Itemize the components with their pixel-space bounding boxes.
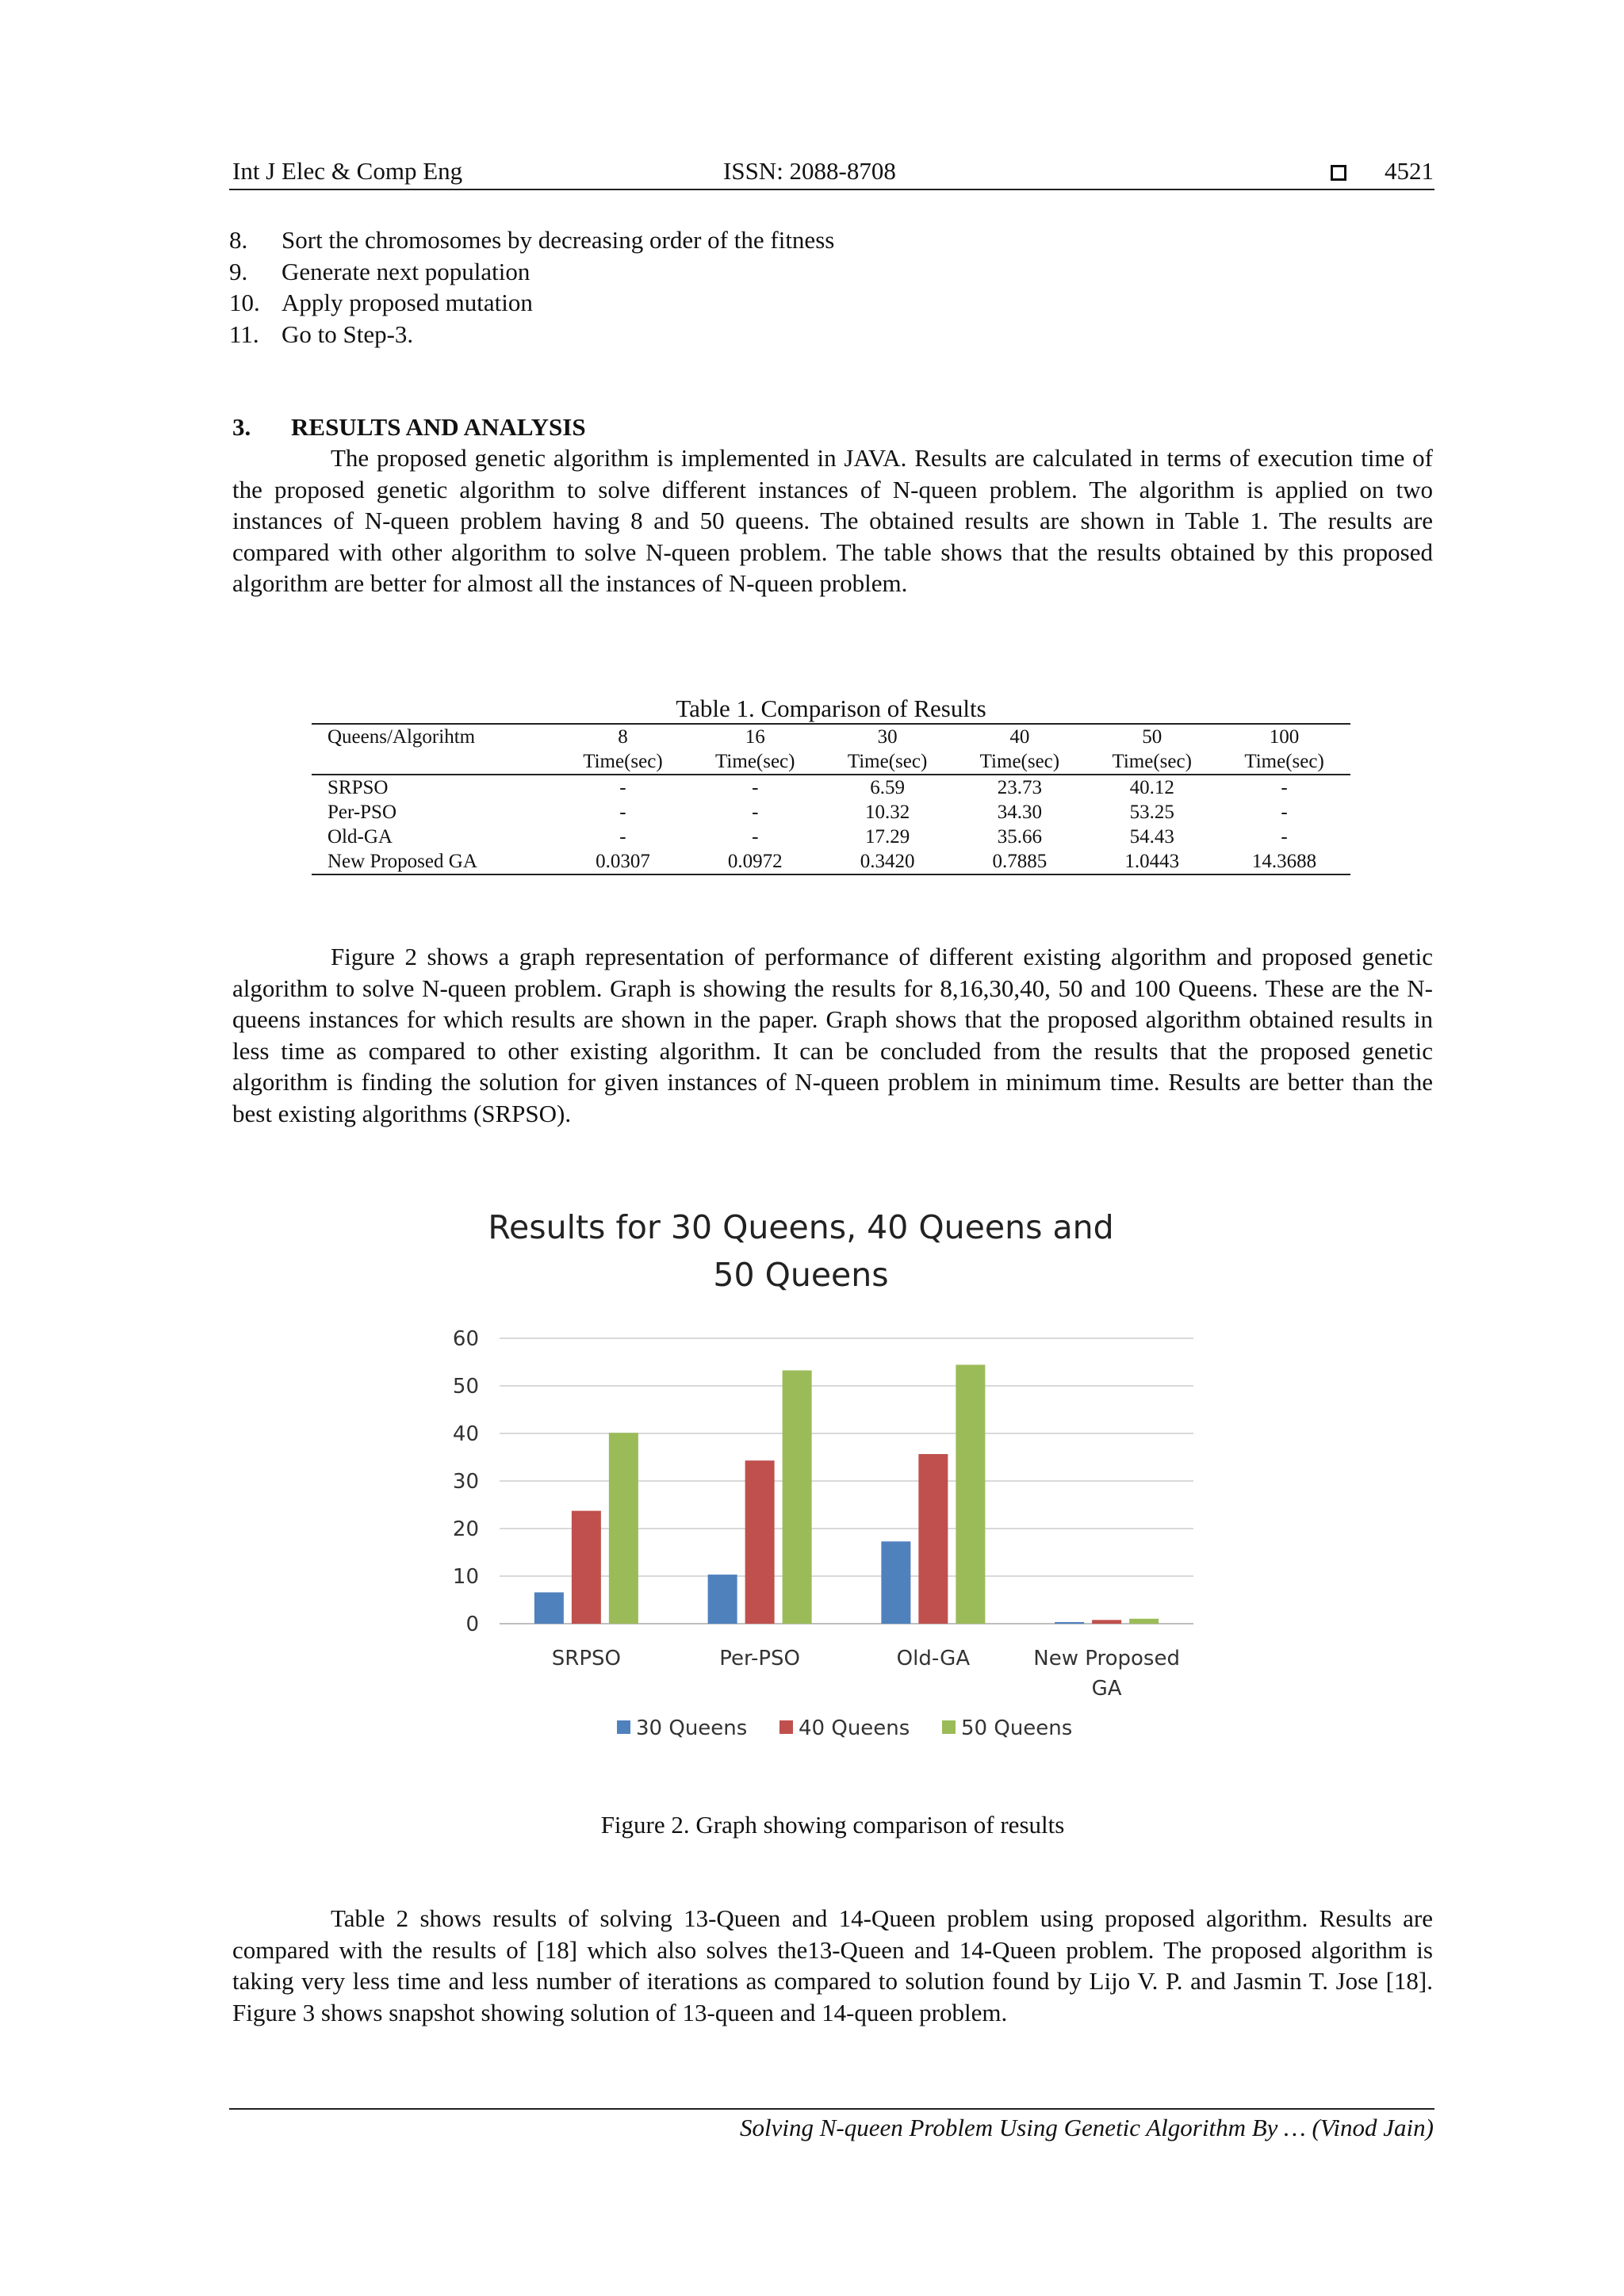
table-caption: Table 1. Comparison of Results — [676, 695, 986, 722]
list-item: 8. Sort the chromosomes by decreasing order of the fitness — [229, 226, 835, 254]
figure-caption: Figure 2. Graph showing comparison of results — [600, 1811, 1065, 1839]
y-tick-label: 10 — [452, 1565, 479, 1589]
bar — [1129, 1619, 1159, 1624]
table-corner-cell: Queens/Algorihtm — [327, 726, 476, 748]
y-tick-label: 40 — [452, 1422, 479, 1446]
column-header: 50 Time(sec) — [1112, 726, 1192, 772]
legend-label: 50 Queens — [961, 1716, 1073, 1740]
section-heading: 3. RESULTS AND ANALYSIS — [232, 413, 586, 441]
legend-label: 30 Queens — [636, 1716, 748, 1740]
y-tick-label: 0 — [465, 1613, 479, 1636]
legend-label: 40 Queens — [799, 1716, 910, 1740]
bar — [918, 1454, 948, 1624]
paragraph-results: The proposed genetic algorithm is implemented in JAVA. Results are calculated in terms of execution time of the proposed genetic algorithm to solve different instances of N-queen problem. The algorithm is applied on two instances of N-queen problem having 8 and 50 queens. The obtained results are shown in Table 1. The results are compared with other algorithm to solve N-queen problem. The table shows that the results obtained by this proposed algorithm are better for almost all the instances of N-queen problem. — [232, 444, 1433, 598]
paragraph-table2: Table 2 shows results of solving 13-Queen and 14-Queen problem using proposed algorithm. Results are compared with the results of [18] which also solves the13-Queen and 14-Queen problem. The proposed algorithm is taking very less time and less number of iterations as compared to solution found by Lijo V. P. and Jasmin T. Jose [18]. Figure 3 shows snapshot showing solution of 13-queen and 14-queen problem. — [232, 1904, 1433, 2026]
table-row: New Proposed GA 0.0307 0.0972 0.3420 0.7885 1.0443 14.3688 — [312, 849, 1350, 874]
bar — [708, 1575, 737, 1624]
column-header: 8 Time(sec) — [583, 726, 663, 772]
list-item: 10. Apply proposed mutation — [229, 289, 533, 316]
legend-swatch — [942, 1720, 956, 1734]
paragraph-figure-description: Figure 2 shows a graph representation of performance of different existing algorithm and proposed genetic algorithm to solve N-queen problem. Graph is showing the results for 8,16,30,40, 50 and 100 Queens. These are the N-queens instances for which results are shown in the paper. Graph shows that the proposed algorithm obtained results in less time as compared to other existing algorithm. It can be concluded from the results that the proposed genetic algorithm is finding the solution for given instances of N-queen problem in minimum time. Results are better than the best existing algorithms (SRPSO). — [232, 943, 1433, 1127]
legend-swatch — [617, 1720, 630, 1734]
header-rule — [229, 189, 1434, 190]
bar — [881, 1541, 910, 1624]
chart-title-line: Results for 30 Queens, 40 Queens and — [488, 1208, 1114, 1246]
footer-rule — [229, 2108, 1434, 2110]
bar — [572, 1511, 601, 1624]
issn: ISSN: 2088-8708 — [723, 157, 896, 185]
y-tick-label: 60 — [452, 1327, 479, 1351]
algorithm-steps — [229, 224, 1434, 350]
list-item: 11. Go to Step-3. — [229, 320, 414, 348]
y-tick-label: 50 — [452, 1375, 479, 1399]
journal-name: Int J Elec & Comp Eng — [232, 157, 463, 185]
bar-chart — [428, 1205, 1221, 1760]
page-number: 4521 — [1385, 157, 1434, 185]
bar — [783, 1371, 812, 1624]
bar — [609, 1433, 638, 1624]
x-tick-label: New Proposed — [1033, 1647, 1180, 1670]
square-icon — [1331, 165, 1346, 181]
bar — [1055, 1622, 1084, 1624]
chart-title-line: 50 Queens — [713, 1256, 889, 1294]
column-header: 30 Time(sec) — [847, 726, 928, 772]
x-tick-label: GA — [1091, 1677, 1122, 1701]
table-row: Per-PSO - - 10.32 34.30 53.25 - — [327, 802, 1288, 823]
table-header-row — [312, 724, 1350, 775]
list-item: 9. Generate next population — [229, 257, 530, 285]
legend-swatch — [779, 1720, 793, 1734]
running-footer: Solving N-queen Problem Using Genetic Algorithm By … (Vinod Jain) — [739, 2114, 1434, 2141]
bar — [745, 1460, 775, 1624]
table-row: Old-GA - - 17.29 35.66 54.43 - — [327, 826, 1288, 848]
x-tick-label: Old-GA — [896, 1647, 971, 1670]
results-table — [312, 723, 1350, 875]
x-tick-label: SRPSO — [551, 1647, 621, 1670]
table-row: SRPSO - - 6.59 23.73 40.12 - — [327, 777, 1288, 798]
column-header: 16 Time(sec) — [715, 726, 795, 772]
x-tick-label: Per-PSO — [719, 1647, 801, 1670]
bar — [1092, 1620, 1121, 1624]
column-header: 100 Time(sec) — [1244, 726, 1324, 772]
y-tick-label: 30 — [452, 1470, 479, 1494]
page-number-block — [1331, 157, 1434, 186]
bar — [956, 1364, 985, 1624]
column-header: 40 Time(sec) — [979, 726, 1060, 772]
y-tick-label: 20 — [452, 1517, 479, 1541]
bar — [534, 1592, 564, 1624]
